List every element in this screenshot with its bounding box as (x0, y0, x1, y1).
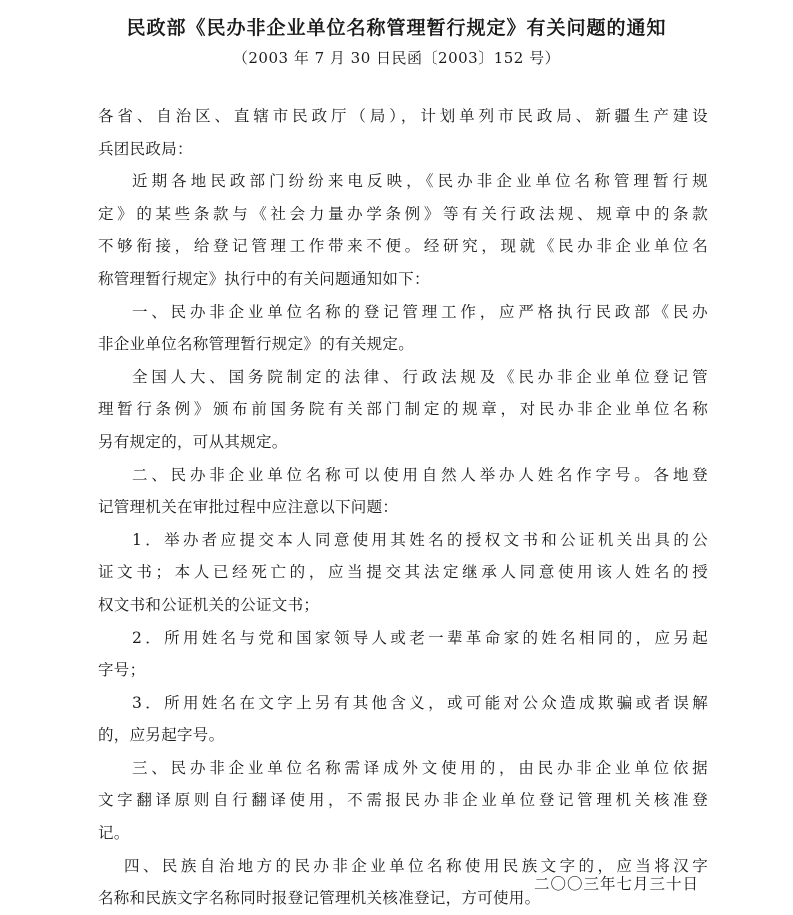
body-line: 3．所用姓名在文字上另有其他含义，或可能对公众造成欺骗或者误解 (132, 693, 708, 712)
body-line: 文字翻译原则自行翻译使用，不需报民办非企业单位登记管理机关核准登 (98, 791, 708, 810)
body-line: 四、民族自治地方的民办非企业单位名称使用民族文字的，应当将汉字 (124, 856, 708, 875)
body-line: 2．所用姓名与党和国家领导人或老一辈革命家的姓名相同的，应另起 (132, 628, 708, 647)
body-line: 字号； (98, 661, 146, 680)
body-line: 三、民办非企业单位名称需译成外文使用的，由民办非企业单位依据 (132, 758, 708, 777)
body-line: 各省、自治区、直辖市民政厅（局），计划单列市民政局、新疆生产建设 (98, 107, 708, 125)
body-line: 理暂行条例》颁布前国务院有关部门制定的规章，对民办非企业单位名称 (98, 400, 708, 419)
body-line: 1．举办者应提交本人同意使用其姓名的授权文书和公证机关出具的公 (132, 530, 708, 549)
document-body (98, 100, 708, 915)
body-line: 二、民办非企业单位名称可以使用自然人举办人姓名作字号。各地登 (132, 465, 708, 484)
document-title: 民政部《民办非企业单位名称管理暂行规定》有关问题的通知 (126, 17, 667, 39)
body-line: 一、民办非企业单位名称的登记管理工作，应严格执行民政部《民办 (132, 302, 708, 321)
body-line: 的，应另起字号。 (98, 726, 225, 745)
body-line: 定》的某些条款与《社会力量办学条例》等有关行政法规、规章中的条款 (98, 204, 708, 223)
body-line: 兵团民政局： (98, 139, 193, 158)
body-line: 记管理机关在审批过程中应注意以下问题： (98, 498, 399, 517)
body-line: 不够衔接，给登记管理工作带来不便。经研究，现就《民办非企业单位名 (98, 237, 708, 256)
body-line: 证文书；本人已经死亡的，应当提交其法定继承人同意使用该人姓名的授 (98, 563, 708, 582)
body-line: 记。 (98, 824, 130, 843)
body-line: 近期各地民政部门纷纷来电反映，《民办非企业单位名称管理暂行规 (132, 172, 708, 191)
body-line: 称管理暂行规定》执行中的有关问题通知如下： (98, 269, 430, 288)
body-line: 非企业单位名称管理暂行规定》的有关规定。 (98, 335, 415, 354)
body-line: 名称和民族文字名称同时报登记管理机关核准登记，方可使用。 (98, 889, 541, 908)
document-subtitle: （2003 年 7 月 30 日民函〔2003〕152 号） (232, 49, 561, 67)
body-line: 权文书和公证机关的公证文书； (98, 595, 320, 614)
document-date: 二〇〇三年七月三十日 (533, 875, 699, 893)
body-line: 全国人大、国务院制定的法律、行政法规及《民办非企业单位登记管 (132, 367, 708, 386)
body-line: 另有规定的，可从其规定。 (98, 432, 288, 451)
